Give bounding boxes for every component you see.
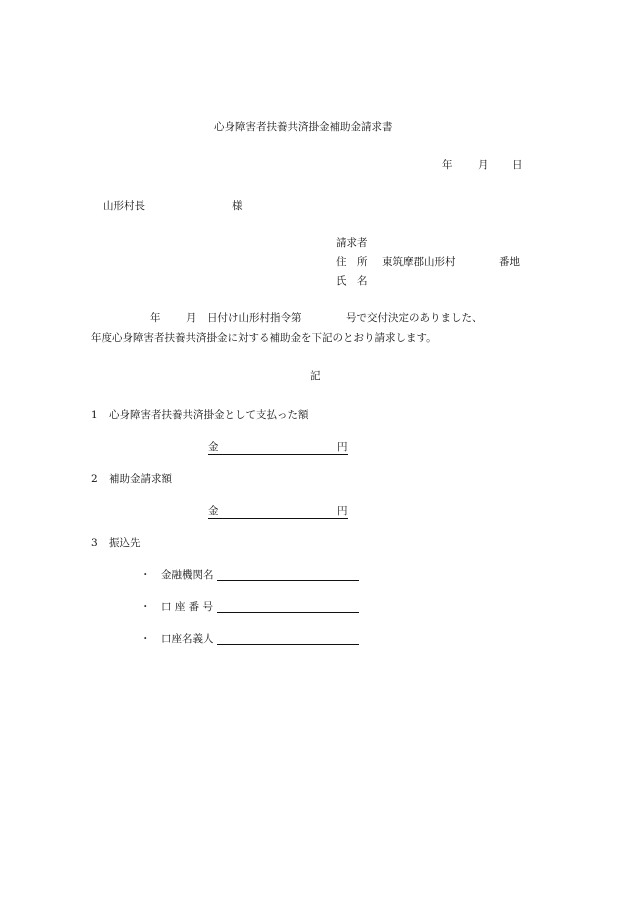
date-year-label: 年 <box>442 159 453 171</box>
item-3-label: 振込先 <box>109 537 141 549</box>
item-2-number: 2 <box>91 473 98 485</box>
item-1-number: 1 <box>91 409 98 421</box>
account-holder-bullet: ・ <box>140 633 151 645</box>
body-line2: 年度心身障害者扶養共済掛金に対する補助金を下記のとおり請求します。 <box>91 332 437 344</box>
bank-name-line <box>217 580 359 581</box>
item-1-amount-suffix: 円 <box>337 441 348 453</box>
item-2-amount-prefix: 金 <box>208 505 219 517</box>
document-title: 心身障害者扶養共済掛金補助金請求書 <box>214 121 393 133</box>
date-month-label: 月 <box>478 159 489 171</box>
ki-heading: 記 <box>310 370 321 382</box>
body-line1-tail: 号で交付決定のありました、 <box>346 312 483 324</box>
address-label: 住 所 <box>336 256 368 268</box>
addressee-honorific: 様 <box>232 200 243 212</box>
bank-name-bullet: ・ <box>140 569 151 581</box>
body-year: 年 <box>150 312 161 324</box>
item-1-amount-prefix: 金 <box>208 441 219 453</box>
item-1-label: 心身障害者扶養共済掛金として支払った額 <box>109 409 309 421</box>
item-2-label: 補助金請求額 <box>109 473 172 485</box>
name-label: 氏 名 <box>336 275 368 287</box>
address-value: 東筑摩郡山形村 <box>382 256 456 268</box>
item-2-amount-suffix: 円 <box>337 505 348 517</box>
addressee-name: 山形村長 <box>103 200 145 212</box>
account-holder-line <box>217 644 359 645</box>
claimant-label: 請求者 <box>336 237 368 249</box>
account-number-bullet: ・ <box>140 601 151 613</box>
item-3-number: 3 <box>91 537 98 549</box>
account-holder-label: 口座名義人 <box>161 633 214 645</box>
account-number-line <box>217 612 359 613</box>
address-suffix: 番地 <box>499 256 520 268</box>
body-month: 月 <box>186 312 197 324</box>
body-line1-text: 日付け山形村指令第 <box>207 312 302 324</box>
date-day-label: 日 <box>512 159 523 171</box>
account-number-label: 口 座 番 号 <box>161 601 214 613</box>
bank-name-label: 金融機関名 <box>161 569 214 581</box>
item-2-amount-underline <box>208 518 348 519</box>
item-1-amount-underline <box>208 454 348 455</box>
